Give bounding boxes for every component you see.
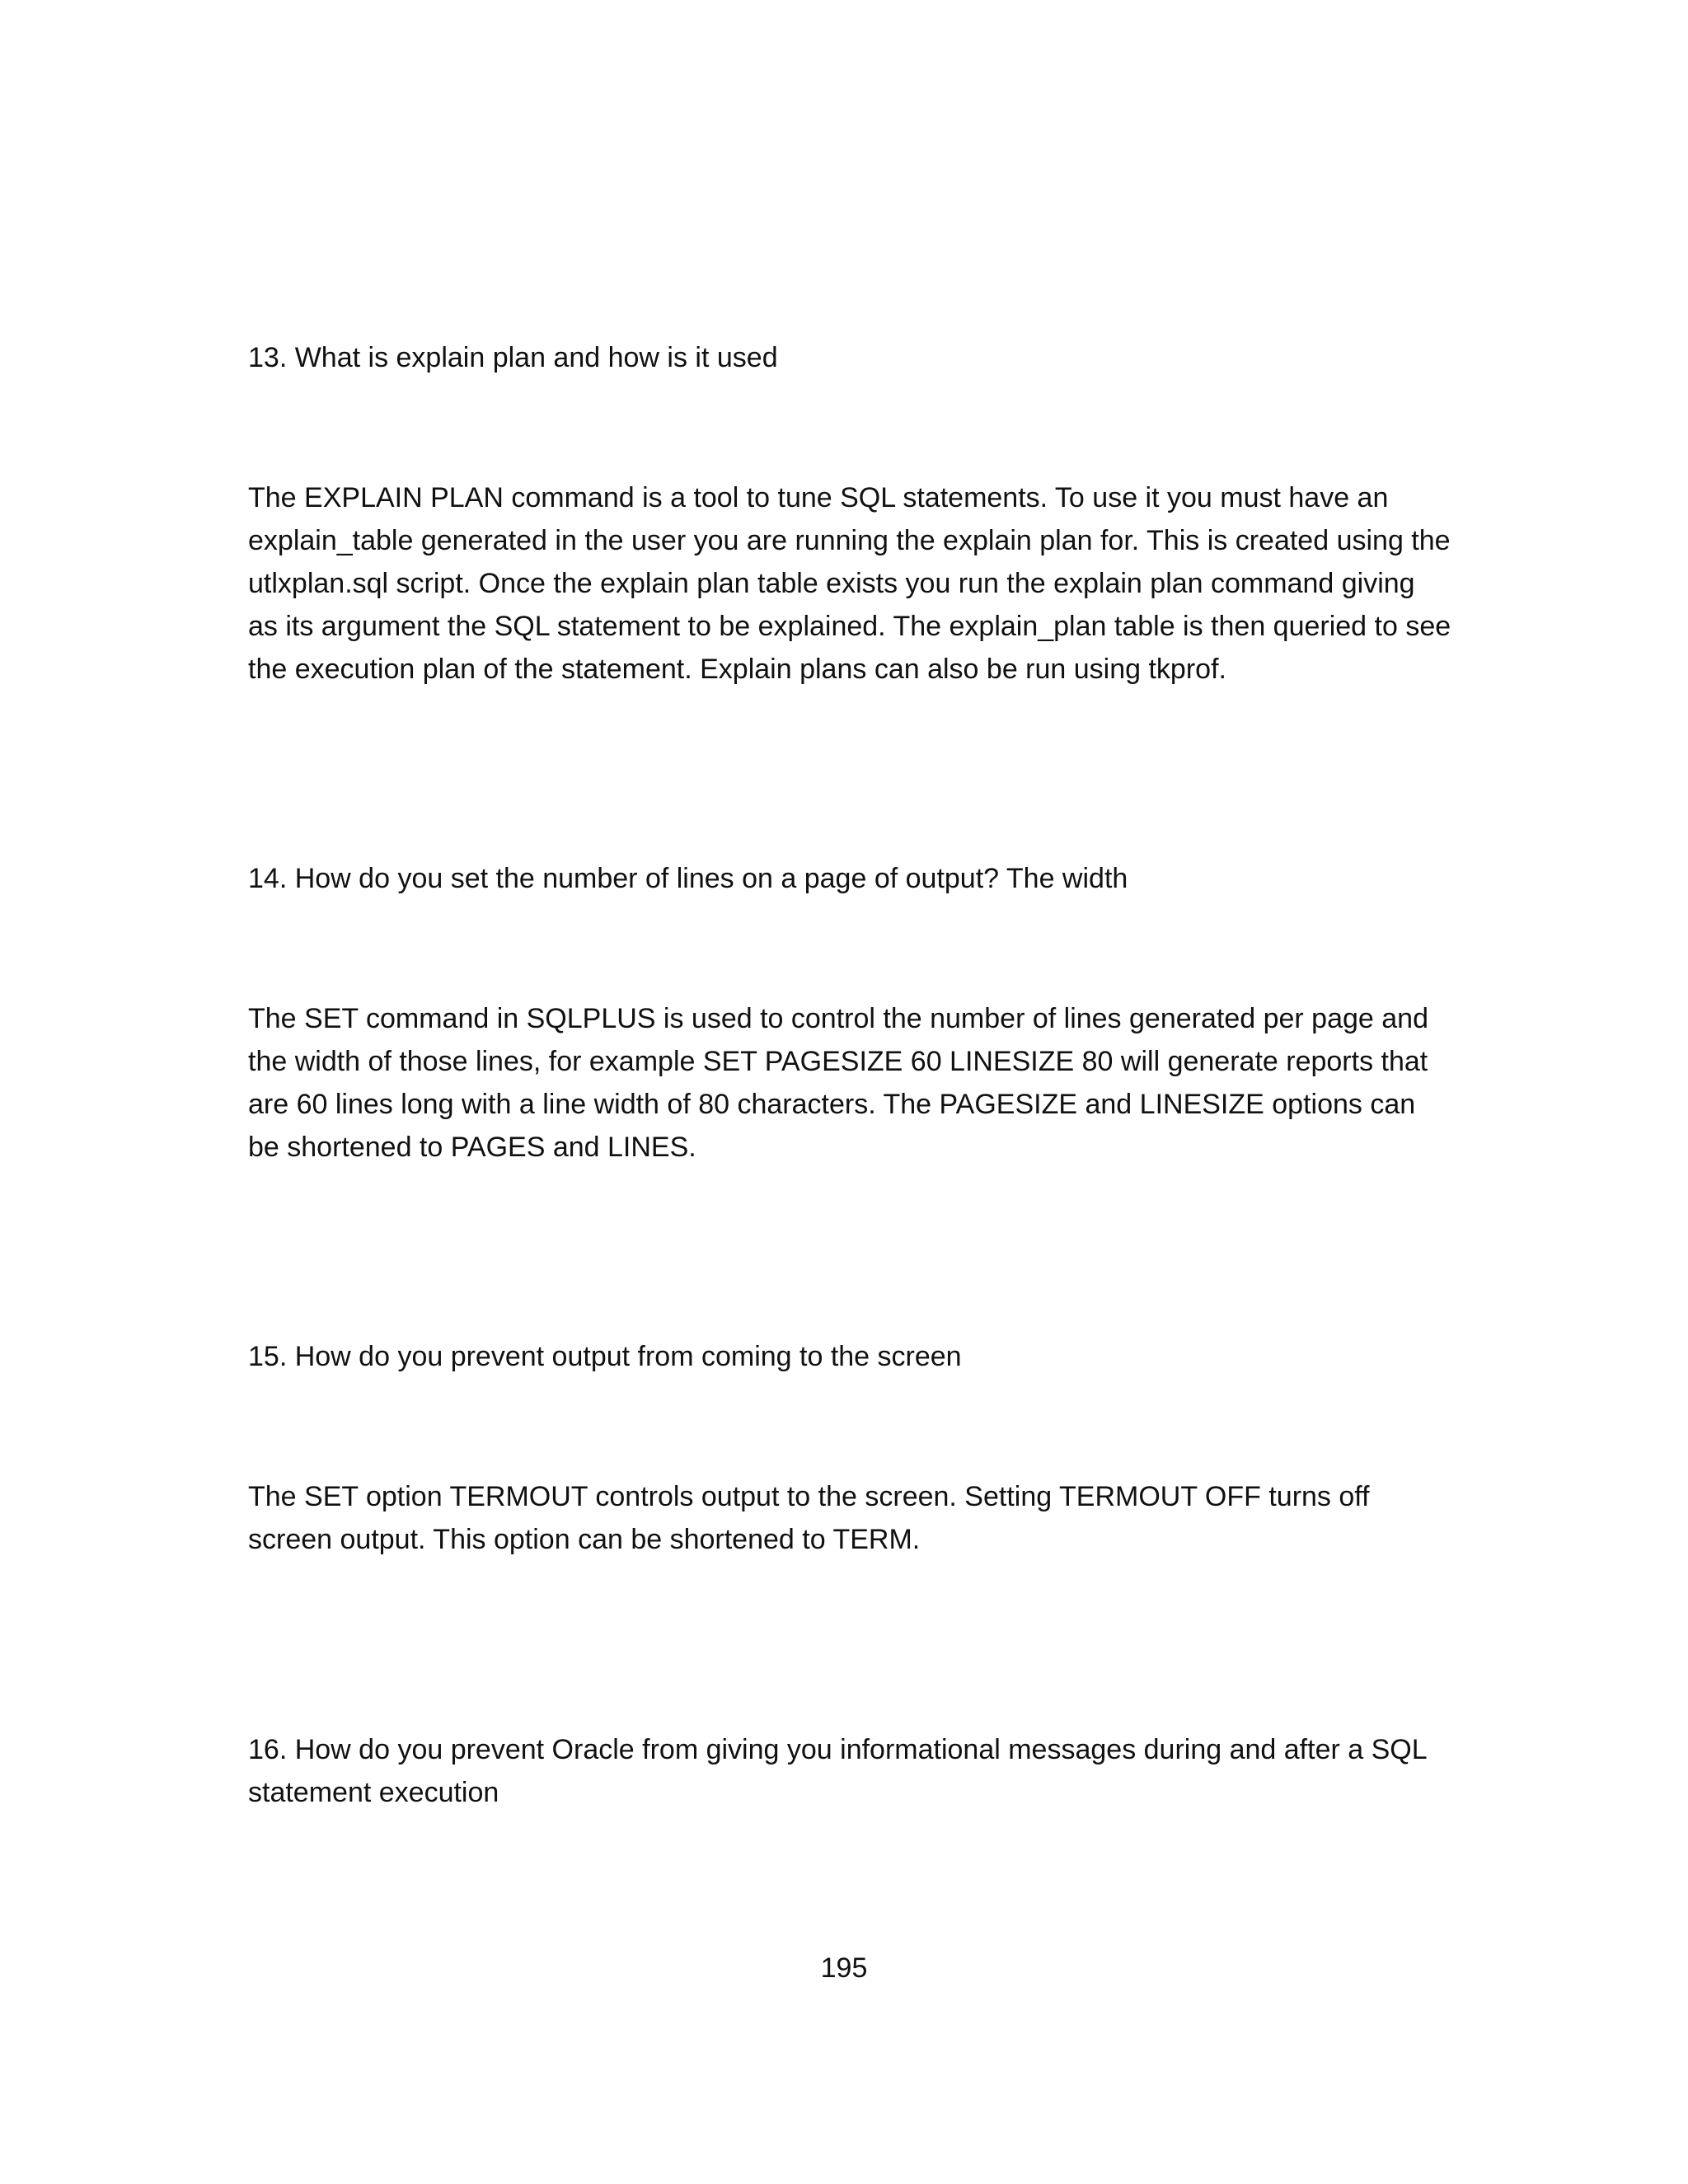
answer-14-paragraph: The SET command in SQLPLUS is used to control the number of lines generated per page and the width of those lines, for example SET PAGESIZE 60 LINESIZE 80 will generate reports that are 60 lines long with a line width of 80 characters. The PAGESIZE and LINESIZE options can be shortened to PAGES and LINES. [248,1003,1428,1163]
answer-15-paragraph: The SET option TERMOUT controls output to the screen. Setting TERMOUT OFF turns off screen output. This option can be shortened to TERM. [248,1481,1370,1555]
question-13-heading: 13. What is explain plan and how is it used [248,342,778,373]
question-15-heading: 15. How do you prevent output from coming to the screen [248,1341,962,1372]
answer-13-paragraph: The EXPLAIN PLAN command is a tool to tune SQL statements. To use it you must have an explain_table generated in the user you are running the explain plan for. This is created using the utlxplan.sql script. Once the explain plan table exists you run the explain plan command giving as its argument the SQL statement to be explained. The explain_plan table is then queried to see the execution plan of the statement. Explain plans can also be run using tkprof. [248,482,1451,685]
page-number: 195 [820,1952,868,1984]
question-14-heading: 14. How do you set the number of lines on a page of output? The width [248,863,1128,894]
question-16-heading: 16. How do you prevent Oracle from giving you informational messages during and after a SQL statement execution [248,1734,1427,1808]
